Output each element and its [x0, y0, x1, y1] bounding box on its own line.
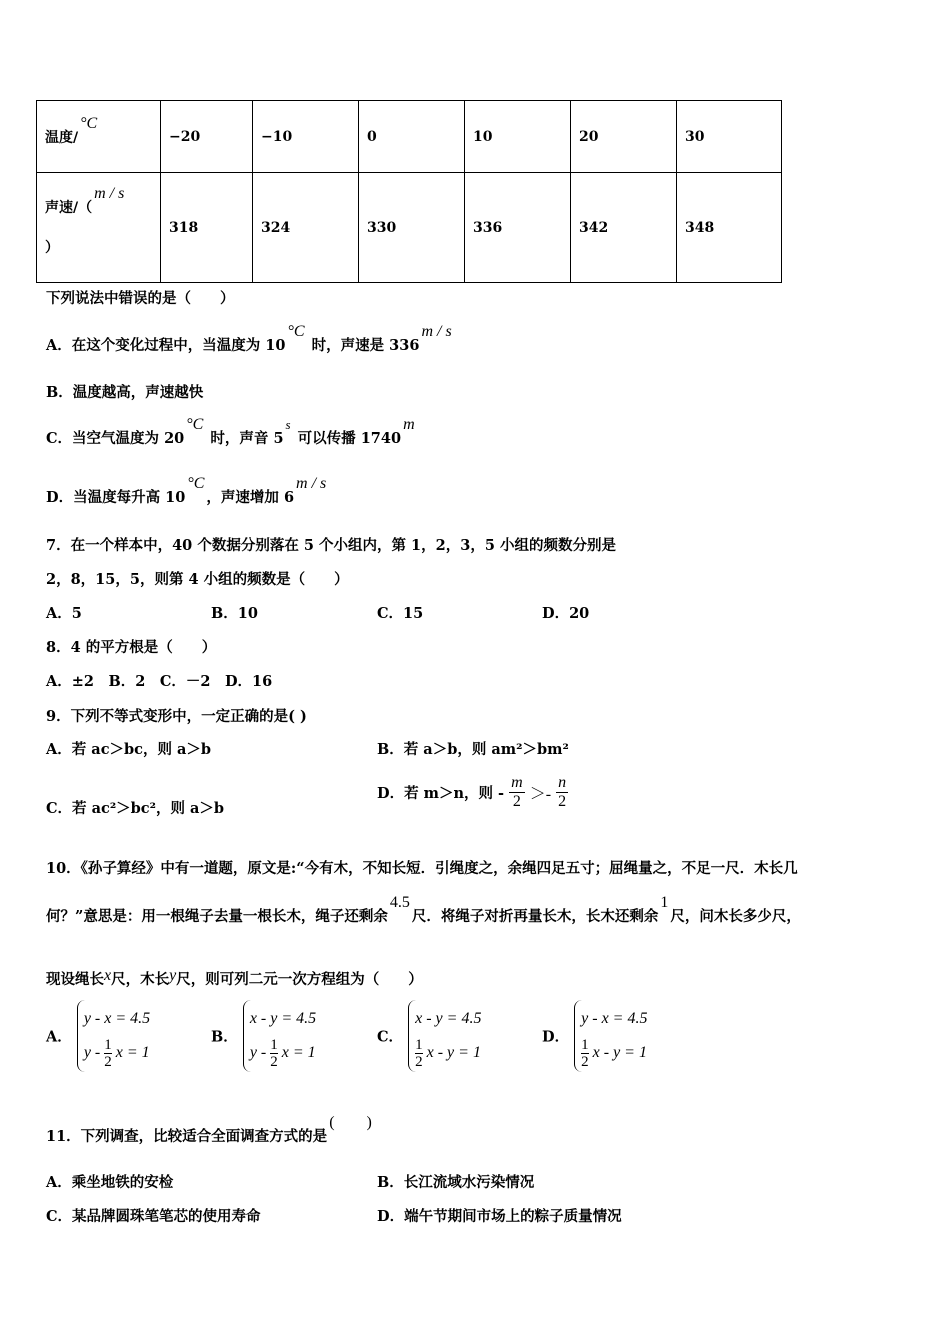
fraction	[581, 1037, 589, 1070]
q6-stem: 下列说法中错误的是（ ）	[46, 290, 235, 307]
q10-value-4-5: 4.5	[389, 894, 410, 911]
q7-option-c: C．15	[377, 605, 424, 622]
speed-unit: m / s	[94, 184, 125, 202]
equation-2-post: x = 1	[281, 1044, 316, 1061]
q10-line3-c: 尺，则可列二元一次方程组为（ ）	[176, 971, 423, 988]
q6-option-d	[46, 475, 328, 507]
fraction-denominator: 2	[270, 1053, 278, 1070]
table-cell: 324	[253, 173, 359, 283]
q11-option-c: C．某品牌圆珠笔笔芯的使用寿命	[46, 1208, 261, 1225]
q8-options: A．±2 B．2 C．－2 D．16	[46, 673, 273, 690]
q6-a-text: A．在这个变化过程中，当温度为 10	[46, 337, 286, 354]
speed-label-close: ）	[45, 239, 59, 256]
fraction	[104, 1037, 112, 1070]
temperature-label: 温度/	[45, 129, 79, 146]
q10-var-y: y	[169, 967, 177, 984]
table-cell: 10	[465, 101, 571, 173]
fraction-denominator: 2	[581, 1053, 589, 1070]
table-cell: −10	[253, 101, 359, 173]
q7-line2: 2，8，15，5，则第 4 小组的频数是（ ）	[46, 571, 349, 588]
q10-line3-a: 现设绳长	[46, 971, 104, 988]
table-cell: 318	[161, 173, 253, 283]
q9-d-fraction-n	[556, 774, 568, 811]
q9-option-a: A．若 ac＞bc，则 a＞b	[46, 741, 212, 758]
q10-d-label: D．	[542, 1028, 570, 1046]
q6-d-unit1: °C	[187, 475, 205, 492]
q10-option-c	[377, 1000, 481, 1072]
q10-line3-b: 尺，木长	[111, 971, 170, 988]
speed-temperature-table	[36, 100, 782, 283]
equation-2-pre: y -	[249, 1044, 267, 1061]
table-row-temperature	[37, 101, 782, 173]
table-cell: 342	[571, 173, 677, 283]
q10-var-x: x	[104, 967, 112, 984]
q6-c-mid2: 可以传播 1740	[292, 430, 402, 447]
speed-label: 声速/（	[45, 199, 93, 216]
equation-2-pre: y -	[83, 1044, 101, 1061]
q6-d-unit2: m / s	[296, 475, 327, 492]
q10-option-d	[542, 1000, 647, 1072]
q10-b-label: B．	[211, 1028, 238, 1046]
equation-1: x - y = 4.5	[415, 1010, 482, 1027]
fraction-numerator: 1	[415, 1036, 423, 1053]
q10-option-a	[46, 1000, 150, 1072]
q9-d-compare: ＞-	[529, 786, 552, 803]
q10-c-label: C．	[377, 1028, 404, 1046]
table-cell: 336	[465, 173, 571, 283]
fraction	[415, 1037, 423, 1070]
q10-a-label: A．	[46, 1028, 72, 1046]
table-cell: 330	[359, 173, 465, 283]
q6-c-unit2: s	[285, 417, 291, 432]
q7-option-a: A．5	[46, 605, 82, 622]
q11-text: 11．下列调查，比较适合全面调查方式的是	[46, 1128, 328, 1145]
q9-stem: 9．下列不等式变形中，一定正确的是( )	[46, 708, 307, 725]
q11-option-a: A．乘坐地铁的安检	[46, 1174, 174, 1191]
fraction-numerator: 1	[270, 1036, 278, 1053]
fraction-numerator: 1	[581, 1036, 589, 1053]
fraction-denominator: 2	[415, 1053, 423, 1070]
q6-a-mid: 时，声速是 336	[306, 337, 420, 354]
q6-a-unit2: m / s	[421, 323, 452, 340]
q6-c-unit1: °C	[186, 416, 204, 433]
q10-line3	[46, 968, 423, 989]
table-cell: −20	[161, 101, 253, 173]
equation-1: x - y = 4.5	[249, 1010, 317, 1027]
q10-line2-c: 尺，问木长多少尺，	[670, 908, 801, 925]
temperature-header-cell	[37, 101, 161, 173]
equation-2-post: x = 1	[115, 1044, 150, 1061]
q10-option-b	[211, 1000, 316, 1072]
q6-c-unit3: m	[403, 416, 415, 433]
table-row-speed	[37, 173, 782, 283]
fraction-denominator: 2	[512, 793, 521, 810]
q6-option-c	[46, 416, 417, 448]
equation-system	[243, 1000, 316, 1072]
q10-line2	[46, 894, 801, 926]
equation-system	[574, 1000, 647, 1072]
table-cell: 0	[359, 101, 465, 173]
equation-2-post: x - y = 1	[592, 1044, 647, 1061]
q6-option-a	[46, 323, 454, 355]
q10-line1: 10．《孙子算经》中有一道题，原文是:“今有木，不知长短．引绳度之，余绳四足五寸；屈绳量之，不足一尺．木长几	[46, 860, 798, 877]
temperature-unit: °C	[80, 114, 98, 132]
equation-system	[77, 1000, 150, 1072]
q11-paren: ( )	[329, 1114, 372, 1131]
q6-c-mid: 时，声音 5	[205, 430, 284, 447]
q7-option-b: B．10	[211, 605, 258, 622]
fraction-denominator: 2	[558, 793, 567, 810]
q6-d-text: D．当温度每升高 10	[46, 489, 186, 506]
table-cell: 30	[677, 101, 782, 173]
q9-d-fraction-m	[509, 774, 525, 811]
q6-d-mid: ，声速增加 6	[206, 489, 295, 506]
q10-value-1: 1	[660, 894, 669, 911]
q10-line2-b: 尺．将绳子对折再量长木，长木还剩余	[411, 908, 659, 925]
equation-2-post: x - y = 1	[426, 1044, 481, 1061]
q11-option-b: B．长江流域水污染情况	[377, 1174, 535, 1191]
q9-option-d	[377, 774, 568, 811]
q7-line1: 7．在一个样本中，40 个数据分别落在 5 个小组内，第 1，2，3，5 小组的频数分别是	[46, 537, 616, 554]
q6-c-text: C．当空气温度为 20	[46, 430, 185, 447]
equation-1: y - x = 4.5	[83, 1010, 151, 1027]
table-cell: 348	[677, 173, 782, 283]
q11-stem	[46, 1114, 374, 1146]
q8-stem: 8．4 的平方根是（ ）	[46, 639, 217, 656]
q9-option-b: B．若 a＞b，则 am²＞bm²	[377, 741, 569, 758]
fraction-numerator: m	[511, 774, 523, 791]
q6-a-unit1: °C	[287, 323, 305, 340]
equation-1: y - x = 4.5	[581, 1010, 648, 1027]
table-cell: 20	[571, 101, 677, 173]
q10-line2-a: 何？”意思是：用一根绳子去量一根长木，绳子还剩余	[46, 908, 388, 925]
equation-system	[408, 1000, 481, 1072]
q11-option-d: D．端午节期间市场上的粽子质量情况	[377, 1208, 622, 1225]
fraction	[270, 1037, 278, 1070]
speed-header-cell	[37, 173, 161, 283]
fraction-denominator: 2	[104, 1053, 112, 1070]
fraction-numerator: n	[558, 774, 567, 791]
q7-option-d: D．20	[542, 605, 590, 622]
q9-d-text: D．若 m＞n，则 -	[377, 785, 505, 802]
q9-option-c: C．若 ac²＞bc²，则 a＞b	[46, 800, 225, 817]
q6-option-b: B．温度越高，声速越快	[46, 384, 204, 401]
fraction-numerator: 1	[104, 1036, 112, 1053]
